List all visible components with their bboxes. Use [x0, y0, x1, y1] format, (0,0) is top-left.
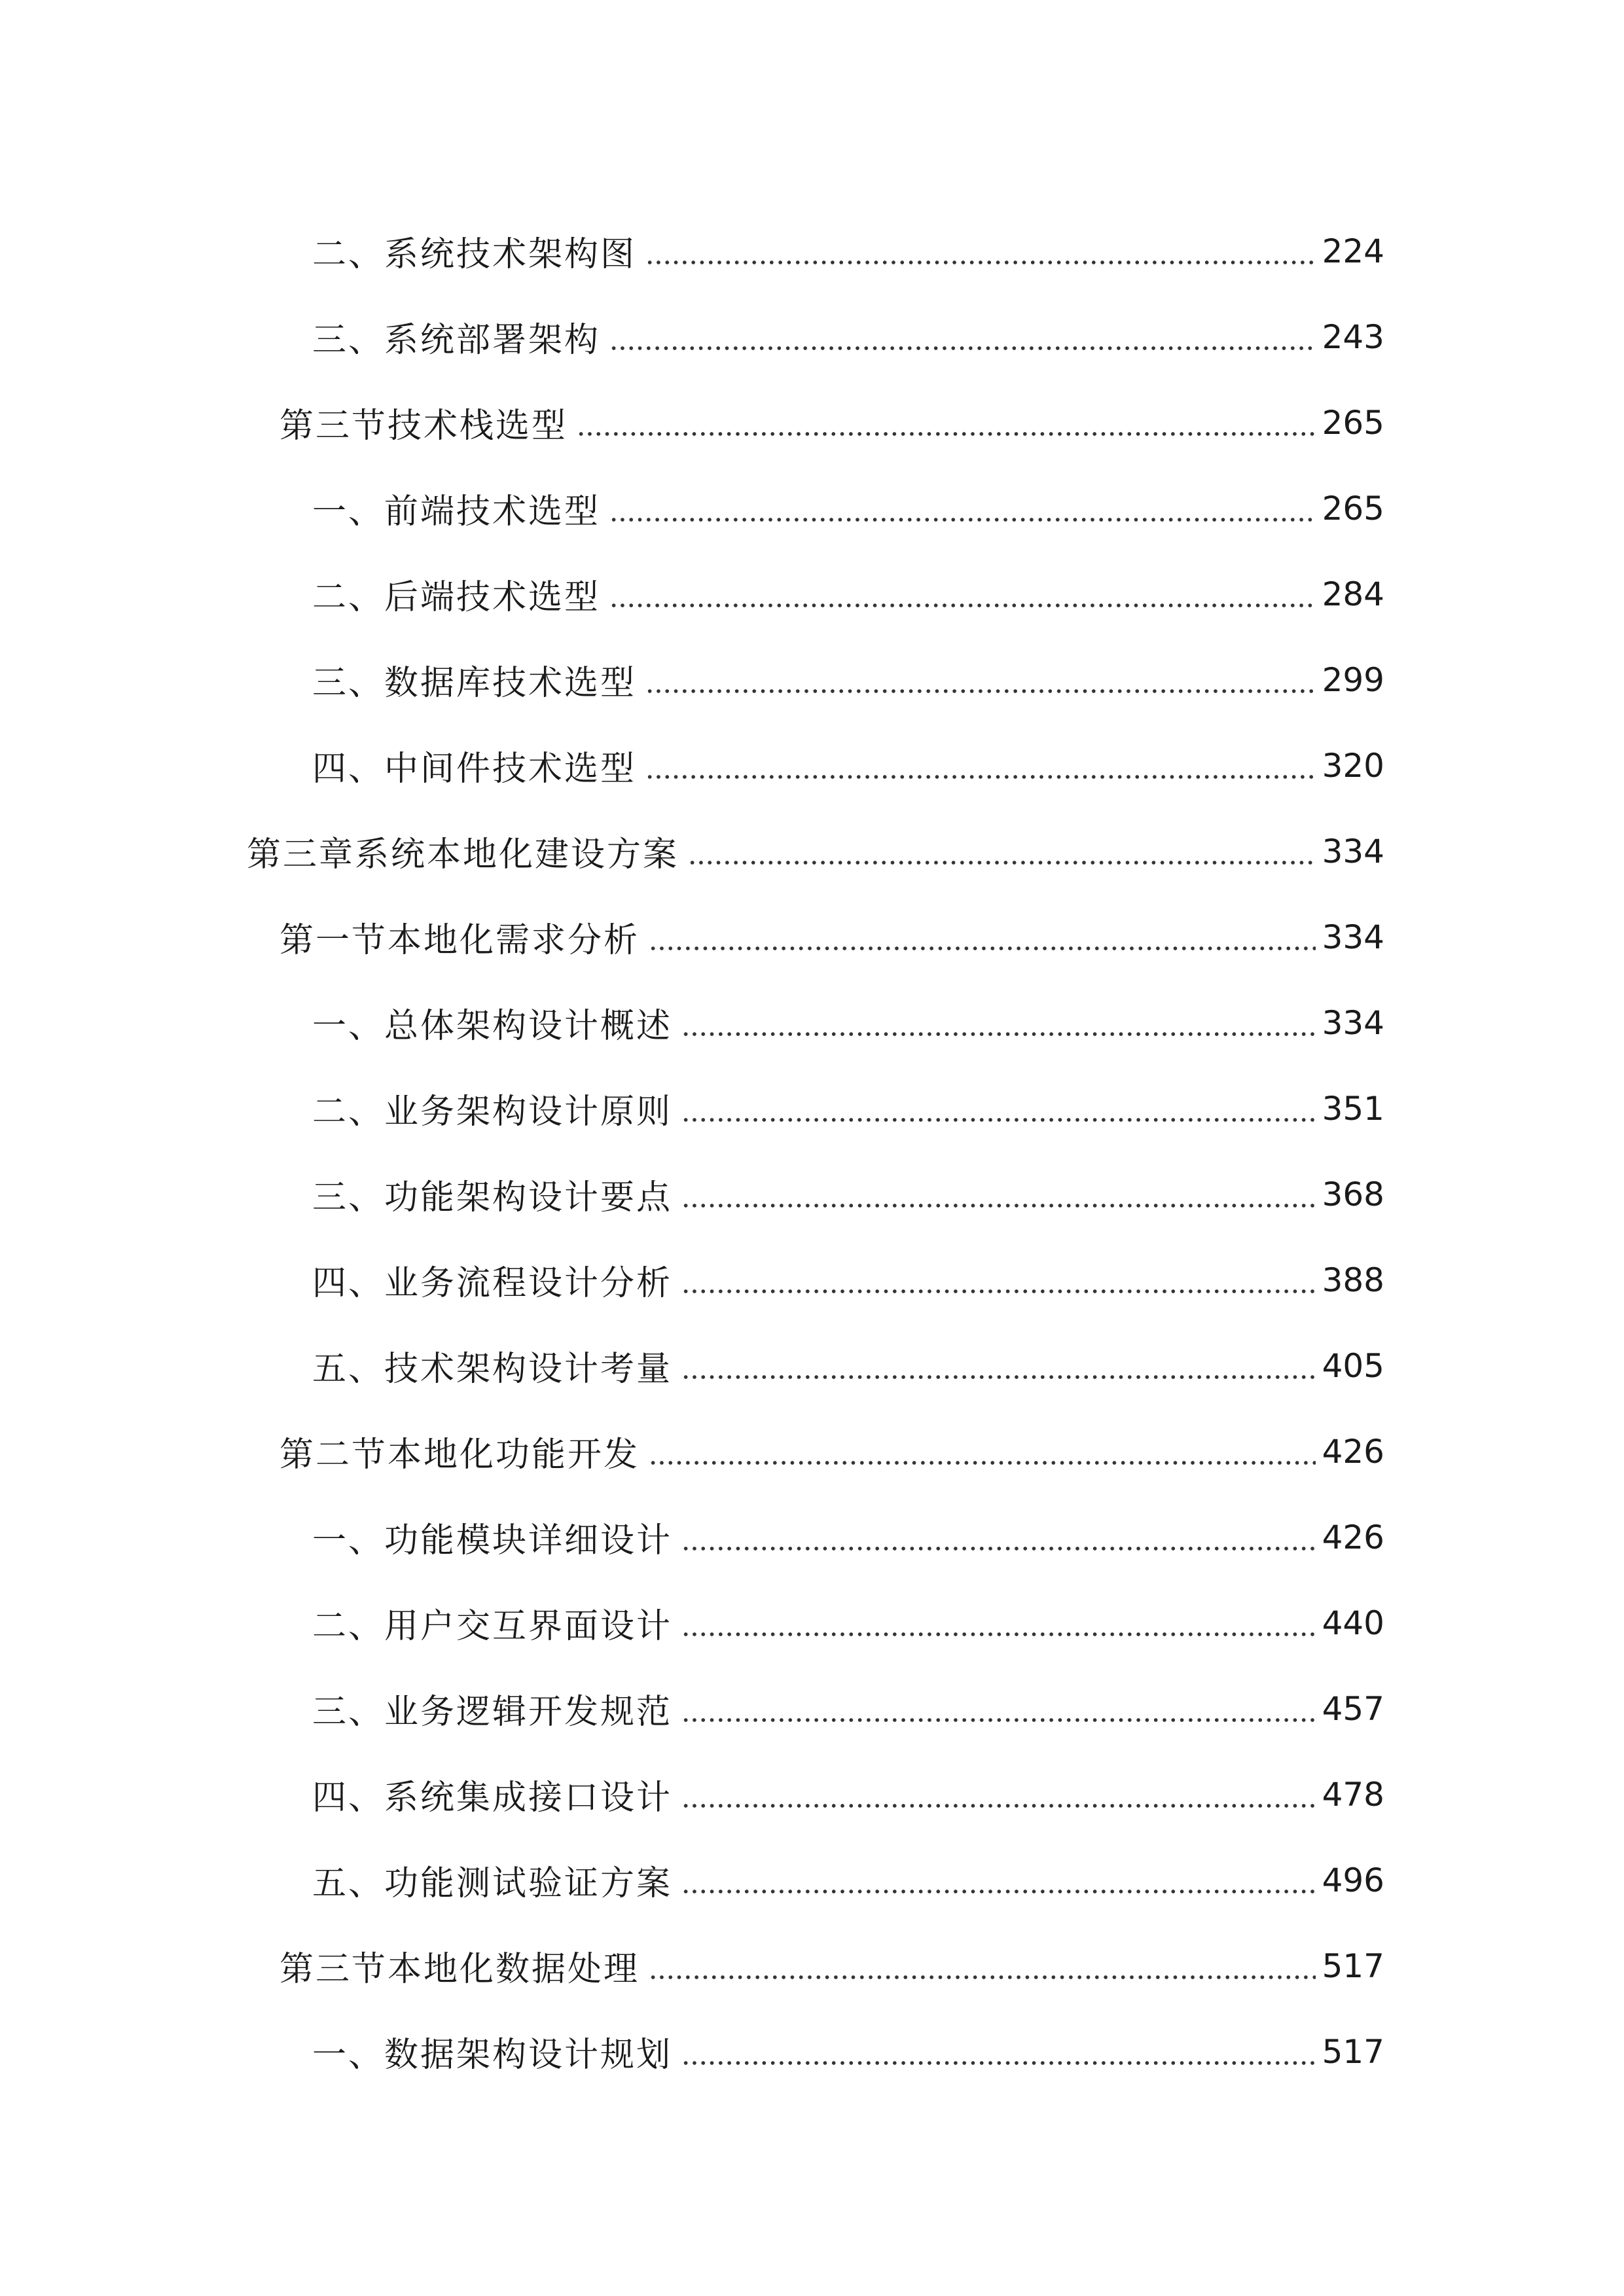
toc-entry-title: 四、系统集成接口设计	[312, 1778, 673, 1818]
dot-leader	[577, 431, 1316, 437]
dot-leader	[681, 1717, 1316, 1723]
dot-leader	[681, 2060, 1316, 2066]
toc-entry[interactable]	[0, 1237, 1624, 1323]
toc-page-number: 496	[1322, 1861, 1384, 1899]
toc-entry-title: 四、中间件技术选型	[312, 749, 637, 789]
toc-entry[interactable]	[0, 465, 1624, 551]
dot-leader	[681, 1117, 1316, 1122]
toc-entry[interactable]	[0, 1323, 1624, 1408]
toc-entry-title: 一、数据架构设计规划	[312, 2036, 673, 2075]
toc-entry-title: 三、系统部署架构	[312, 321, 601, 360]
toc-entry[interactable]	[0, 294, 1624, 380]
toc-page-number: 517	[1322, 2032, 1384, 2071]
dot-leader	[649, 1975, 1316, 1980]
toc-page-number: 224	[1322, 232, 1384, 270]
dot-leader	[681, 1031, 1316, 1037]
toc-entry-title: 二、后端技术选型	[312, 578, 601, 617]
toc-page-number: 440	[1322, 1604, 1384, 1642]
dot-leader	[681, 1546, 1316, 1551]
dot-leader	[681, 1203, 1316, 1208]
toc-page-number: 457	[1322, 1689, 1384, 1728]
toc-page-number: 517	[1322, 1946, 1384, 1985]
toc-entry-title: 一、总体架构设计概述	[312, 1007, 673, 1046]
toc-entry[interactable]	[0, 1751, 1624, 1837]
toc-page-number: 426	[1322, 1432, 1384, 1471]
dot-leader	[681, 1632, 1316, 1637]
toc-entry[interactable]	[0, 723, 1624, 808]
toc-entry-title: 第一节本地化需求分析	[280, 921, 640, 960]
toc-entry-title: 第三节本地化数据处理	[280, 1950, 640, 1989]
dot-leader	[681, 1803, 1316, 1808]
toc-entry-title: 三、业务逻辑开发规范	[312, 1693, 673, 1732]
toc-page-number: 388	[1322, 1261, 1384, 1299]
dot-leader	[609, 346, 1316, 351]
dot-leader	[645, 260, 1316, 265]
toc-entry-title: 三、功能架构设计要点	[312, 1178, 673, 1217]
toc-entry[interactable]	[0, 1151, 1624, 1237]
toc-entry-title: 四、业务流程设计分析	[312, 1264, 673, 1303]
toc-page-number: 334	[1322, 1003, 1384, 1042]
toc-page-number: 351	[1322, 1089, 1384, 1128]
toc-entry-title: 第二节本地化功能开发	[280, 1435, 640, 1475]
toc-entry[interactable]	[0, 380, 1624, 465]
toc-entry[interactable]	[0, 551, 1624, 637]
toc-page-number: 334	[1322, 918, 1384, 956]
toc-page-number: 478	[1322, 1775, 1384, 1814]
toc-page-number: 265	[1322, 403, 1384, 442]
toc-entry[interactable]	[0, 1837, 1624, 1923]
toc-entry[interactable]	[0, 894, 1624, 980]
toc-entry[interactable]	[0, 1494, 1624, 1580]
dot-leader	[609, 517, 1316, 522]
toc-entry-title: 二、业务架构设计原则	[312, 1092, 673, 1132]
toc-page-number: 405	[1322, 1346, 1384, 1385]
dot-leader	[681, 1889, 1316, 1894]
toc-entry-title: 一、功能模块详细设计	[312, 1521, 673, 1560]
dot-leader	[681, 1374, 1316, 1380]
toc-entry[interactable]	[0, 1066, 1624, 1151]
toc-entry[interactable]	[0, 2009, 1624, 2094]
toc-page-number: 243	[1322, 317, 1384, 356]
dot-leader	[649, 946, 1316, 951]
toc-page-number: 334	[1322, 832, 1384, 870]
toc-list	[0, 208, 1624, 2094]
toc-page-number: 265	[1322, 489, 1384, 528]
toc-entry-title: 二、用户交互界面设计	[312, 1607, 673, 1646]
toc-entry[interactable]	[0, 980, 1624, 1066]
toc-page-number: 426	[1322, 1518, 1384, 1556]
toc-page-number: 299	[1322, 660, 1384, 699]
toc-entry[interactable]	[0, 637, 1624, 723]
dot-leader	[649, 1460, 1316, 1465]
toc-entry-title: 第三章系统本地化建设方案	[247, 835, 679, 874]
dot-leader	[681, 1289, 1316, 1294]
toc-entry[interactable]	[0, 208, 1624, 294]
toc-entry[interactable]	[0, 1580, 1624, 1666]
toc-entry-title: 五、技术架构设计考量	[312, 1350, 673, 1389]
toc-entry[interactable]	[0, 1408, 1624, 1494]
dot-leader	[609, 603, 1316, 608]
toc-entry-title: 二、系统技术架构图	[312, 235, 637, 274]
dot-leader	[645, 689, 1316, 694]
toc-page-number: 284	[1322, 575, 1384, 613]
toc-entry[interactable]	[0, 808, 1624, 894]
toc-entry[interactable]	[0, 1923, 1624, 2009]
toc-entry[interactable]	[0, 1666, 1624, 1751]
dot-leader	[645, 774, 1316, 780]
toc-entry-title: 五、功能测试验证方案	[312, 1864, 673, 1903]
toc-entry-title: 一、前端技术选型	[312, 492, 601, 531]
toc-page-number: 320	[1322, 746, 1384, 785]
toc-entry-title: 第三节技术栈选型	[280, 406, 568, 446]
toc-page-number: 368	[1322, 1175, 1384, 1213]
dot-leader	[688, 860, 1316, 865]
toc-entry-title: 三、数据库技术选型	[312, 664, 637, 703]
